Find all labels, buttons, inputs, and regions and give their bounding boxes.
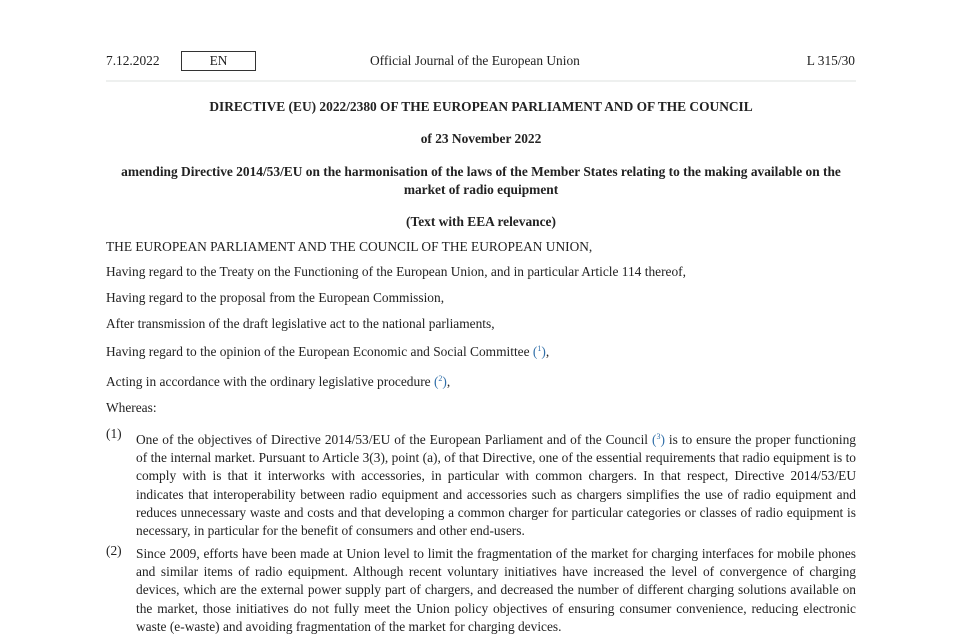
preamble-authors: THE EUROPEAN PARLIAMENT AND THE COUNCIL OF THE EUROPEAN UNION,	[106, 239, 593, 254]
language-box: EN	[181, 51, 256, 71]
citation-transmission: After transmission of the draft legislative act to the national parliaments,	[106, 316, 495, 331]
journal-header	[106, 50, 856, 72]
publication-date: 7.12.2022	[106, 53, 160, 68]
citation-eesc-text: Having regard to the opinion of the European Economic and Social Committee	[106, 344, 533, 359]
directive-title: DIRECTIVE (EU) 2022/2380 OF THE EUROPEAN PARLIAMENT AND OF THE COUNCIL	[209, 99, 753, 114]
eea-relevance: (Text with EEA relevance)	[406, 214, 556, 229]
recital-number: (1)	[106, 426, 122, 441]
citation-proposal: Having regard to the proposal from the European Commission,	[106, 290, 445, 305]
citation-treaty: Having regard to the Treaty on the Functioning of the European Union, and in particular Article 114 thereof,	[106, 264, 686, 279]
whereas-label: Whereas:	[106, 400, 157, 415]
citation-eesc: Having regard to the opinion of the European Economic and Social Committee ($^1$),	[106, 344, 550, 359]
recital-text: One of the objectives of Directive 2014/53/EU of the European Parliament and of the Council ($^3$) is to ensure the proper functioning of the internal market. Pursuant to Article 3(3), point (a), of that Directive, one of the essential requirements that radio equipment is to comply with is that it interworks with accessories, in particular with common chargers. In that respect, Directive 2014/53/EU indicates that interoperability between radio equipment and accessories such as chargers simplifies the use of radio equipment and reduces unnecessary waste and costs and that developing a common charger for particular categories or classes of radio equipment is necessary, in particular for the benefit of consumers and other end-users.	[136, 432, 856, 539]
header-divider	[106, 80, 856, 82]
recital-number: (2)	[106, 543, 122, 558]
citation-procedure-text: Acting in accordance with the ordinary legislative procedure	[106, 374, 434, 389]
footnote-link-3[interactable]: ($^3$)	[651, 432, 665, 447]
recital-text: Since 2009, efforts have been made at Union level to limit the fragmentation of the market for charging interfaces for mobile phones and similar items of radio equipment. Although recent voluntary initiatives have increased the level of convergence of charging devices, which are the external power supply part of chargers, and decreased the number of different charging solutions available on the market, those initiatives do not fully meet the Union policy objectives of ensuring consumer convenience, reducing electronic waste (e-waste) and avoiding fragmentation of the market for charging devices.	[136, 546, 856, 634]
footnote-link-1[interactable]: ($^1$)	[532, 344, 546, 359]
citation-procedure: Acting in accordance with the ordinary legislative procedure ($^2$),	[106, 374, 451, 389]
directive-date: of 23 November 2022	[420, 131, 542, 146]
journal-name: Official Journal of the European Union	[370, 53, 580, 68]
directive-subject: amending Directive 2014/53/EU on the harmonisation of the laws of the Member States relating to the making available on the market of radio equipment	[121, 164, 841, 197]
page-reference: L 315/30	[806, 53, 855, 68]
footnote-link-2[interactable]: ($^2$)	[433, 374, 447, 389]
